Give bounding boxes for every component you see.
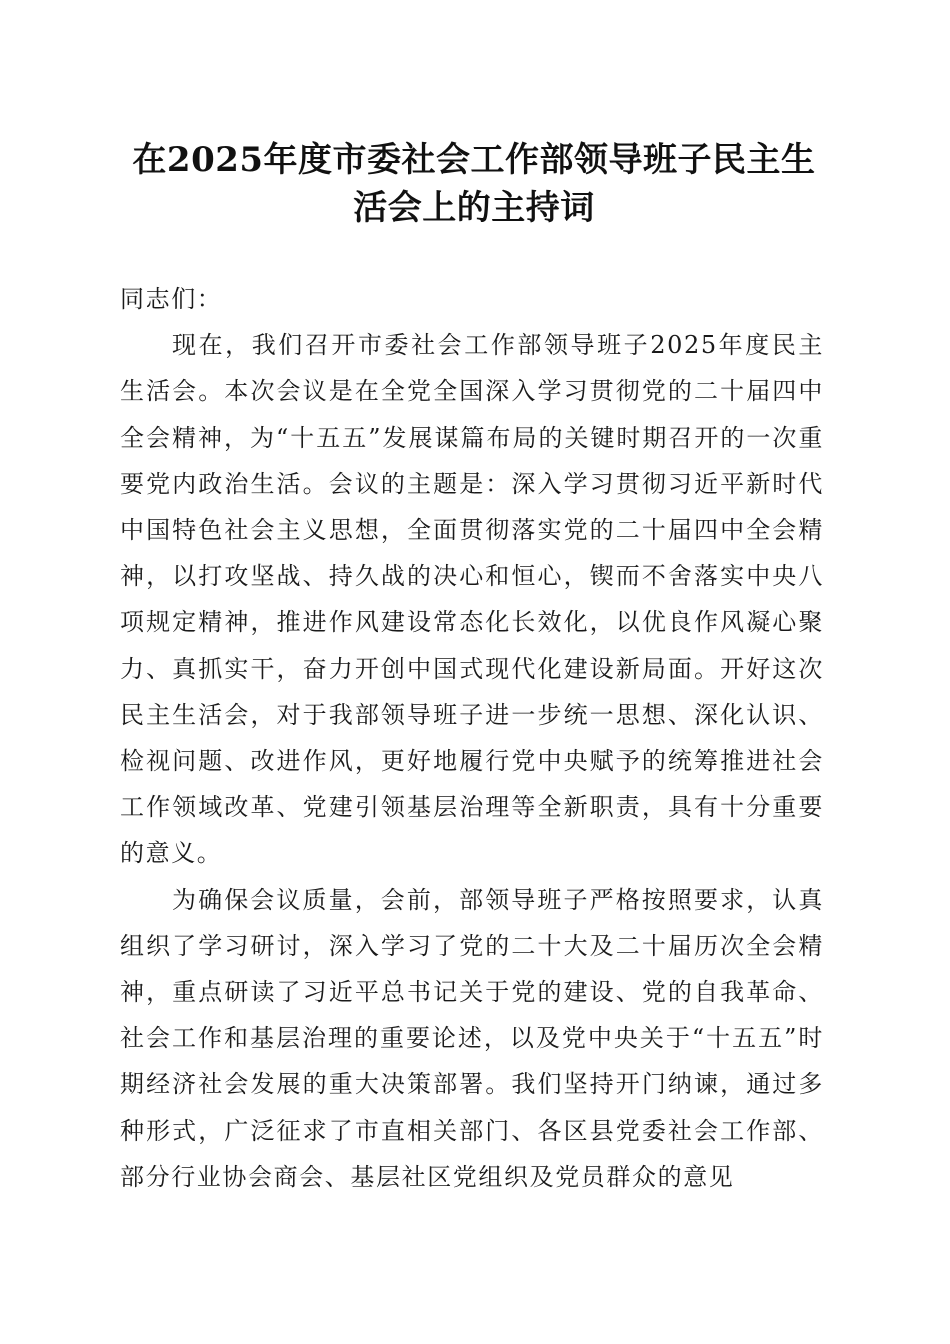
body-paragraph-2: 为确保会议质量，会前，部领导班子严格按照要求，认真组织了学习研讨，深入学习了党的二十大及二十届历次全会精神，重点研读了习近平总书记关于党的建设、党的自我革命、社会工作和基层治理的重要论述，以及党中央关于“十五五”时期经济社会发展的重大决策部署。我们坚持开门纳谏，通过多种形式，广泛征求了市直相关部门、各区县党委社会工作部、部分行业协会商会、基层社区党组织及党员群众的意见 <box>120 885 824 1191</box>
body-paragraph-1: 现在，我们召开市委社会工作部领导班子2025年度民主生活会。本次会议是在全党全国深入学习贯彻党的二十届四中全会精神，为“十五五”发展谋篇布局的关键时期召开的一次重要党内政治生活。会议的主题是：深入学习贯彻习近平新时代中国特色社会主义思想，全面贯彻落实党的二十届四中全会精神，以打攻坚战、持久战的决心和恒心，锲而不舍落实中央八项规定精神，推进作风建设常态化长效化，以优良作风凝心聚力、真抓实干，奋力开创中国式现代化建设新局面。开好这次民主生活会，对于我部领导班子进一步统一思想、深化认识、检视问题、改进作风，更好地履行党中央赋予的统筹推进社会工作领域改革、党建引领基层治理等全新职责，具有十分重要的意义。 <box>120 331 824 868</box>
document-title: 在2025年度市委社会工作部领导班子民主生活会上的主持词 <box>132 140 816 228</box>
document-body <box>120 276 824 1200</box>
salutation: 同志们： <box>120 285 223 313</box>
